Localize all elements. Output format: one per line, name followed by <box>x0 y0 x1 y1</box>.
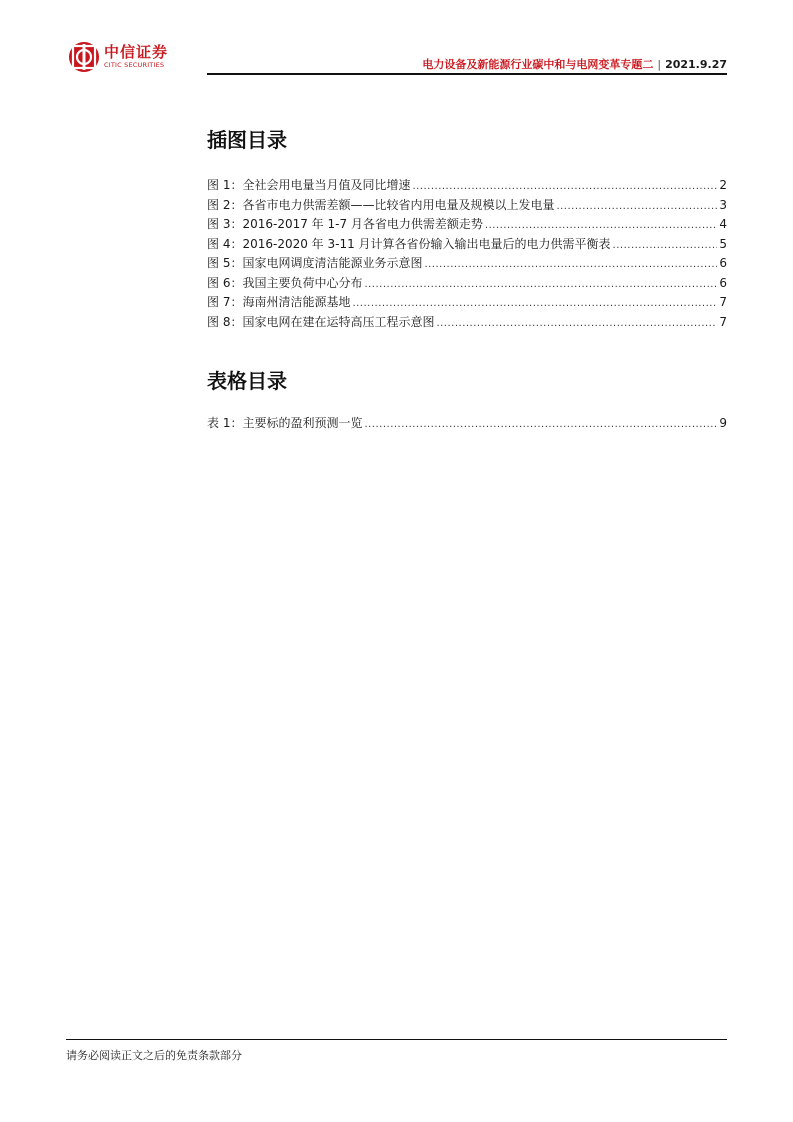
toc-dot-leader <box>436 314 717 334</box>
figure-toc-entry[interactable] <box>207 254 727 274</box>
figures-toc-list <box>207 176 727 332</box>
toc-dot-leader <box>424 255 717 275</box>
figure-toc-entry-page: 2 <box>719 178 727 192</box>
header-divider <box>207 73 727 75</box>
figure-toc-entry[interactable] <box>207 215 727 235</box>
figure-toc-entry[interactable] <box>207 235 727 255</box>
tables-toc-list <box>207 414 727 434</box>
figure-toc-entry-label: 图 3：2016-2017 年 1-7 月各省电力供需差额走势 <box>207 217 483 231</box>
toc-dot-leader <box>485 216 717 236</box>
toc-dot-leader <box>556 197 717 217</box>
toc-dot-leader <box>352 294 717 314</box>
figure-toc-entry-page: 7 <box>719 314 727 329</box>
figure-toc-entry-label: 图 8：国家电网在建在运特高压工程示意图 <box>207 314 435 329</box>
figure-toc-entry-label: 图 2：各省市电力供需差额——比较省内用电量及规模以上发电量 <box>207 197 555 212</box>
figures-toc-title: 插图目录 <box>207 128 287 152</box>
figure-toc-entry[interactable] <box>207 274 727 294</box>
table-toc-entry[interactable] <box>207 414 727 434</box>
figure-toc-entry[interactable] <box>207 293 727 313</box>
figure-toc-entry[interactable] <box>207 196 727 216</box>
table-toc-entry-label: 表 1：主要标的盈利预测一览 <box>207 416 363 430</box>
toc-dot-leader <box>412 177 717 197</box>
figure-toc-entry[interactable] <box>207 313 727 333</box>
report-date: 2021.9.27 <box>665 58 727 71</box>
footer-divider <box>66 1039 727 1040</box>
table-toc-entry-page: 9 <box>719 416 727 430</box>
figure-toc-entry-page: 6 <box>719 256 727 270</box>
header-separator: | <box>657 58 662 71</box>
figure-toc-entry-page: 4 <box>719 217 727 231</box>
toc-dot-leader <box>364 415 717 435</box>
report-title: 电力设备及新能源行业碳中和与电网变革专题二 <box>422 58 654 71</box>
figure-toc-entry-page: 7 <box>719 295 727 309</box>
figure-toc-entry-page: 3 <box>719 197 727 212</box>
figure-toc-entry-page: 6 <box>719 275 727 290</box>
logo-english-name: CITIC SECURITIES <box>104 61 165 69</box>
figure-toc-entry-page: 5 <box>719 236 727 251</box>
figure-toc-entry-label: 图 7：海南州清洁能源基地 <box>207 295 351 309</box>
toc-dot-leader <box>613 236 718 256</box>
footer-disclaimer: 请务必阅读正文之后的免责条款部分 <box>66 1049 242 1062</box>
citic-logo-icon <box>68 41 100 73</box>
figure-toc-entry-label: 图 1：全社会用电量当月值及同比增速 <box>207 178 411 192</box>
figure-toc-entry[interactable] <box>207 176 727 196</box>
logo-chinese-name: 中信证券 <box>104 43 169 61</box>
figure-toc-entry-label: 图 6：我国主要负荷中心分布 <box>207 275 363 290</box>
toc-dot-leader <box>364 275 717 295</box>
report-header <box>422 56 727 72</box>
figure-toc-entry-label: 图 5：国家电网调度清洁能源业务示意图 <box>207 256 423 270</box>
tables-toc-title: 表格目录 <box>207 369 287 393</box>
citic-logo <box>68 40 168 74</box>
figure-toc-entry-label: 图 4：2016-2020 年 3-11 月计算各省份输入输出电量后的电力供需平衡表 <box>207 236 611 251</box>
